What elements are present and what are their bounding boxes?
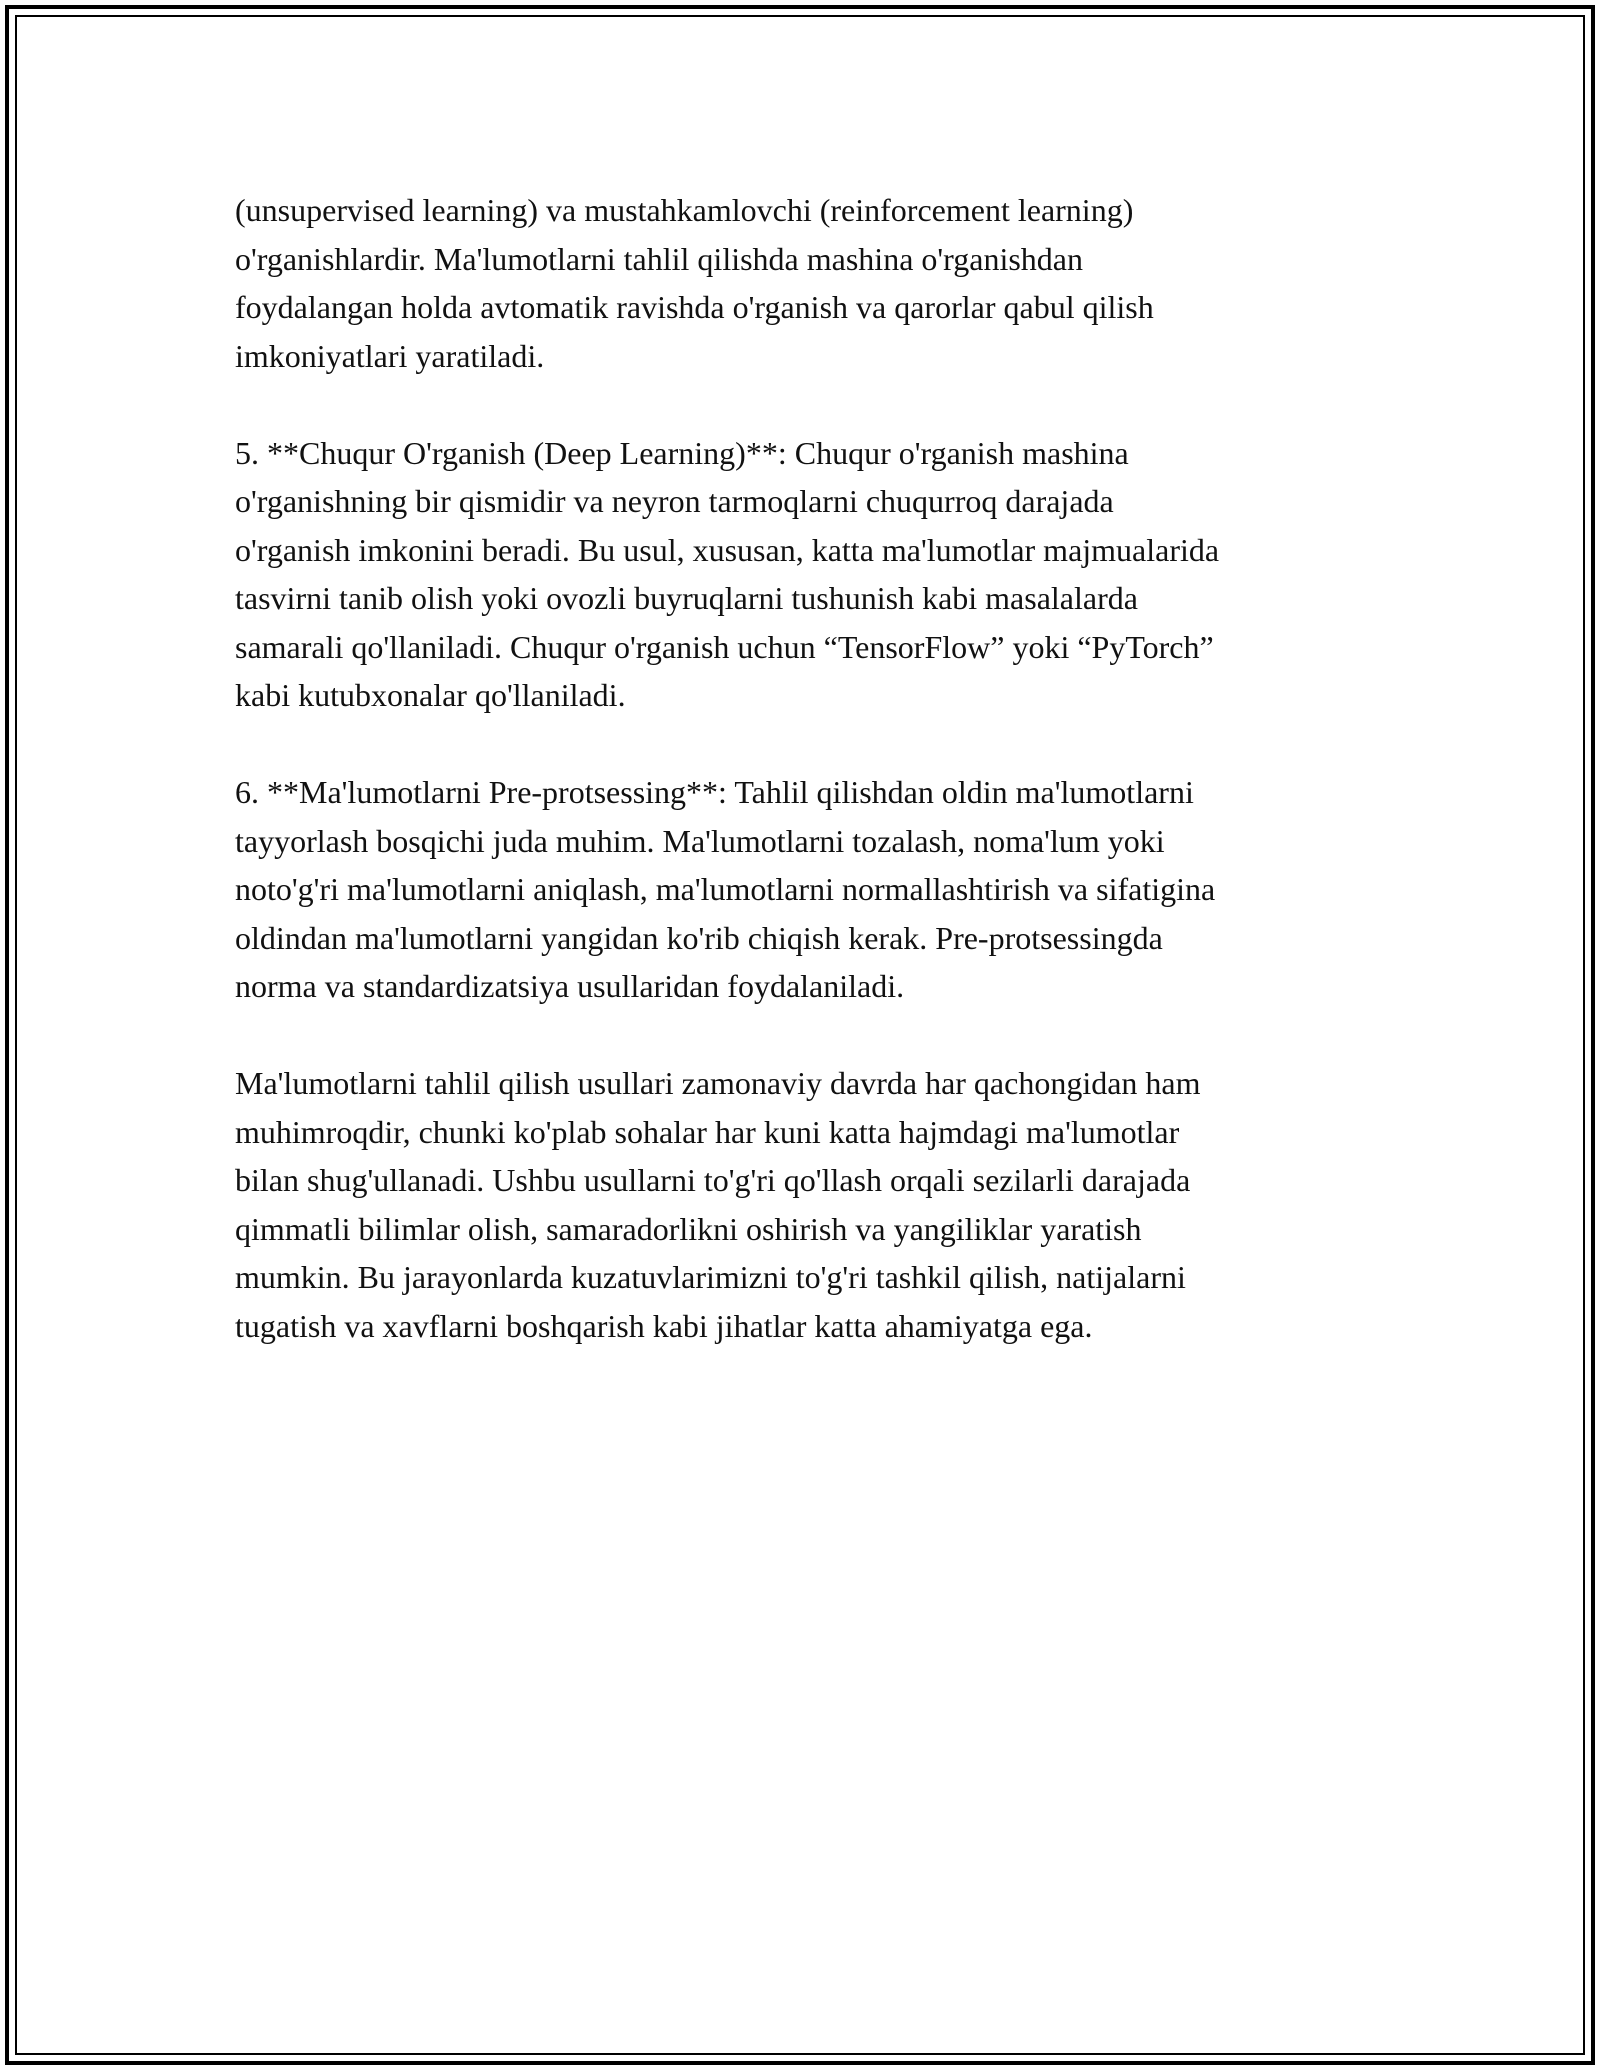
text-line: foydalangan holda avtomatik ravishda o'rganish va qarorlar qabul qilish [235,289,1154,325]
text-line: o'rganishning bir qismidir va neyron tarmoqlarni chuqurroq darajada [235,483,1114,519]
text-line: muhimroqdir, chunki ko'plab sohalar har kuni katta hajmdagi ma'lumotlar [235,1113,1180,1150]
paragraph-conclusion [235,1059,1375,1350]
text-line: Ma'lumotlarni tahlil qilish usullari zamonaviy davrda har qachongidan ham [235,1065,1201,1101]
text-line: o'rganishlardir. Ma'lumotlarni tahlil qilishda mashina o'rganishdan [235,240,1083,277]
text-line: tugatish va xavflarni boshqarish kabi jihatlar katta ahamiyatga ega. [235,1307,1093,1344]
text-line: qimmatli bilimlar olish, samaradorlikni oshirish va yangiliklar yaratish [235,1210,1142,1247]
text-line: o'rganish imkonini beradi. Bu usul, xususan, katta ma'lumotlar majmualarida [235,531,1220,568]
paragraph-preprocessing [235,768,1375,1011]
text-line: (unsupervised learning) va mustahkamlovchi (reinforcement learning) [235,192,1134,228]
text-line: bilan shug'ullanadi. Ushbu usullarni to'g'ri qo'llash orqali sezilarli darajada [235,1162,1191,1198]
text-line: oldindan ma'lumotlarni yangidan ko'rib chiqish kerak. Pre-protsessingda [235,919,1163,956]
text-line: samarali qo'llaniladi. Chuqur o'rganish uchun “TensorFlow” yoki “PyTorch” [235,628,1214,665]
document-body [235,186,1375,1399]
text-line: kabi kutubxonalar qo'llaniladi. [235,677,626,713]
text-line: imkoniyatlari yaratiladi. [235,337,545,374]
paragraph-ml-types-continuation [235,186,1375,380]
text-line: tasvirni tanib olish yoki ovozli buyruqlarni tushunish kabi masalalarda [235,580,1138,616]
text-line: mumkin. Bu jarayonlarda kuzatuvlarimizni to'g'ri tashkil qilish, natijalarni [235,1259,1186,1295]
text-line: 5. **Chuqur O'rganish (Deep Learning)**: Chuqur o'rganish mashina [235,434,1129,471]
text-line: noto'g'ri ma'lumotlarni aniqlash, ma'lumotlarni normallashtirish va sifatigina [235,871,1216,907]
paragraph-deep-learning [235,429,1375,720]
text-line: tayyorlash bosqichi juda muhim. Ma'lumotlarni tozalash, noma'lum yoki [235,822,1165,859]
text-line: norma va standardizatsiya usullaridan foydalaniladi. [235,968,905,1004]
text-line: 6. **Ma'lumotlarni Pre-protsessing**: Tahlil qilishdan oldin ma'lumotlarni [235,774,1194,810]
